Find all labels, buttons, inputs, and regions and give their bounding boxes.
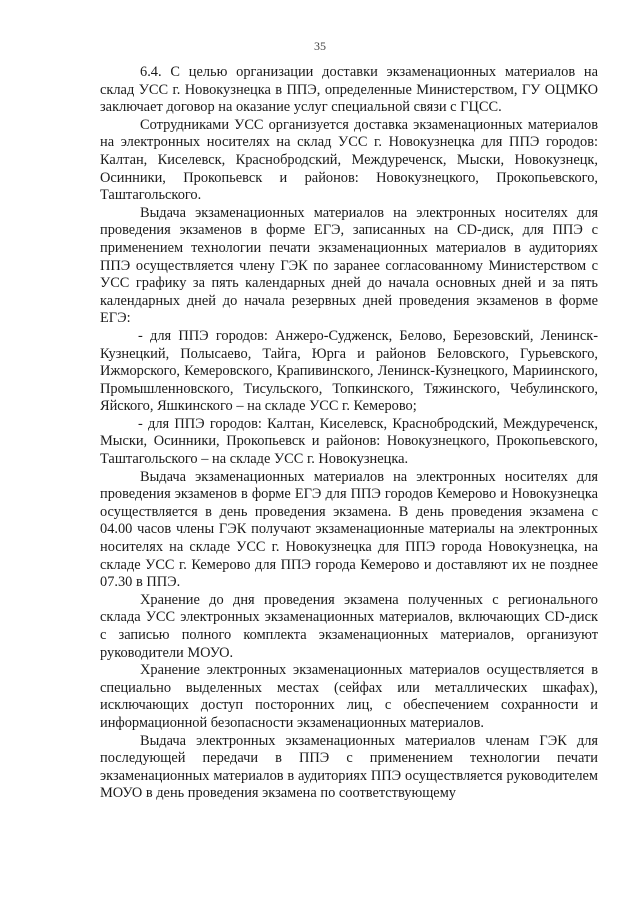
paragraph-storage-security: Хранение электронных экзаменационных материалов осуществляется в специально выделенных местах (сейфах или металлических шкафах), исключающих доступ посторонних лиц, с обеспечением сохранности и информационной безопасности экзаменационных материалов.	[100, 662, 598, 731]
list-item-kemerovo-warehouse: - для ППЭ городов: Анжеро-Судженск, Белово, Березовский, Ленинск-Кузнецкий, Полысаево, Тайга, Юрга и районов Беловского, Гурьевского, Ижморского, Кемеровского, Крапивинского, Ленинск-Кузнецкого, Мариинского, Промышленновского, Тисульского, Топкинского, Тяжинского, Чебулинского, Яйского, Яшкинского – на складе УСС г. Кемерово;	[100, 327, 598, 415]
paragraph-issue-to-gek: Выдача электронных экзаменационных материалов членам ГЭК для последующей передачи в ППЭ с применением технологии печати экзаменационных материалов в аудиториях ППЭ осуществляется руководителем МОУО в день проведения экзамена по соответствующему	[100, 732, 598, 802]
list-item-novokuznetsk-warehouse: - для ППЭ городов: Калтан, Киселевск, Краснобродский, Междуреченск, Мыски, Осинники, Прокопьевск и районов: Новокузнецкого, Прокопьевского, Таштагольского – на складе УСС г. Новокузнецка.	[100, 415, 598, 468]
paragraph-storage-mouo: Хранение до дня проведения экзамена полученных с регионального склада УСС электронных экзаменационных материалов, включающих CD-диск с записью полного комплекта экзаменационных материалов, организуют руководители МОУО.	[100, 591, 598, 661]
paragraph-exam-day-issue: Выдача экзаменационных материалов на электронных носителях для проведения экзаменов в форме ЕГЭ для ППЭ городов Кемерово и Новокузнецка осуществляется в день проведения экзамена. В день проведения экзамена с 04.00 часов члены ГЭК получают экзаменационные материалы на электронных носителях на складе УСС г. Новокузнецка для ППЭ города Новокузнецка, на складе УСС г. Кемерово для ППЭ города Кемерово и доставляют их не позднее 07.30 в ППЭ.	[100, 468, 598, 591]
paragraph-cd-issue: Выдача экзаменационных материалов на электронных носителях для проведения экзаменов в форме ЕГЭ, записанных на CD-диск, для ППЭ с применением технологии печати экзаменационных материалов в аудиториях ППЭ осуществляется члену ГЭК по заранее согласованному Министерством с УСС графику за пять календарных дней до начала основных дней и за пять календарных дней до начала резервных дней проведения экзаменов в форме ЕГЭ:	[100, 204, 598, 327]
paragraph-delivery-contract: 6.4. С целью организации доставки экзаменационных материалов на склад УСС г. Новокузнецка в ППЭ, определенные Министерством, ГУ ОЦМКО заключает договор на оказание услуг специальной связи с ГЦСС.	[100, 64, 598, 116]
body-text	[100, 64, 598, 803]
page-number: 35	[314, 39, 326, 53]
paragraph-uss-delivery: Сотрудниками УСС организуется доставка экзаменационных материалов на электронных носителях на склад УСС г. Новокузнецка для ППЭ городов: Калтан, Киселевск, Краснобродский, Междуреченск, Мыски, Новокузнецк, Осинники, Прокопьевск и районов: Новокузнецкого, Прокопьевского, Таштагольского.	[100, 116, 598, 204]
